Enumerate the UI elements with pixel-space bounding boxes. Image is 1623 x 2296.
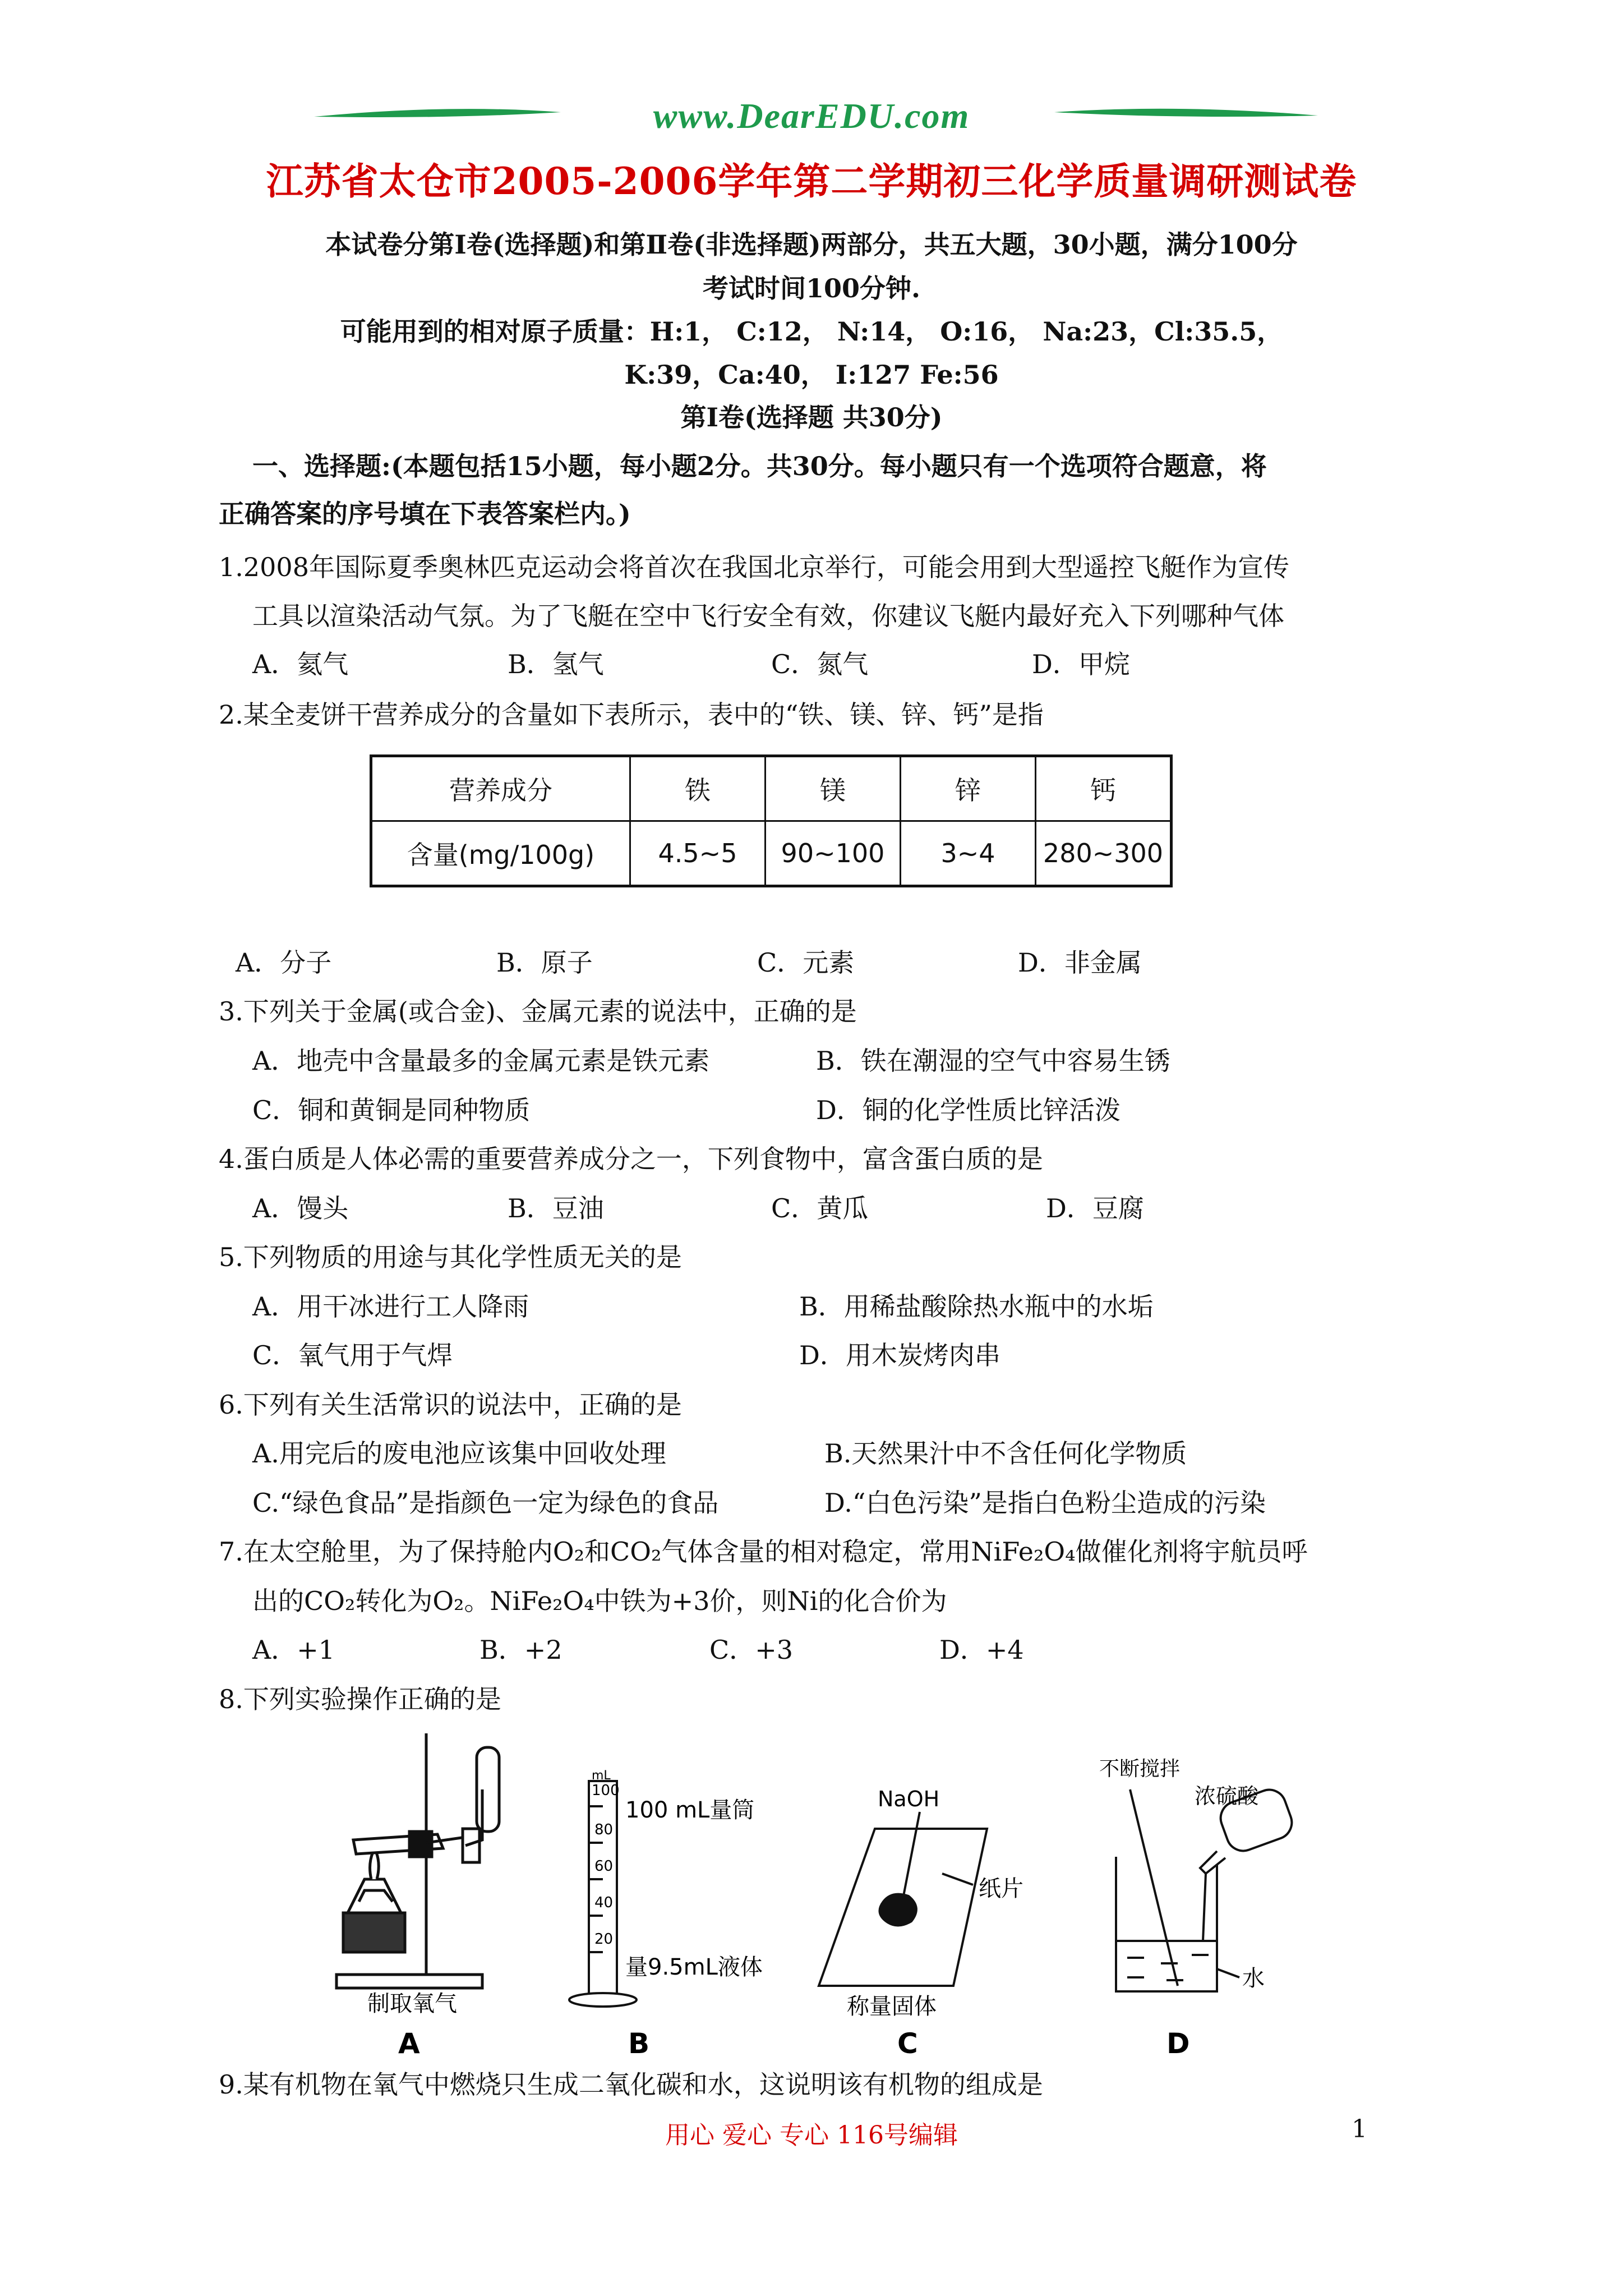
q3-option-c[interactable]: C．铜和黄铜是同种物质 [252, 1095, 531, 1125]
q2-stem: 2.某全麦饼干营养成分的含量如下表所示，表中的“铁、镁、锌、钙”是指 [219, 700, 1044, 730]
table-row [371, 821, 1172, 886]
q4-option-c[interactable]: C．黄瓜 [771, 1193, 869, 1223]
q3-option-d[interactable]: D．铜的化学性质比锌活泼 [816, 1095, 1121, 1125]
q6-option-d[interactable]: D.“白色污染”是指白色粉尘造成的污染 [824, 1488, 1266, 1518]
q7-option-a[interactable]: A．+1 [252, 1635, 335, 1665]
footer-text: 用心 爱心 专心 116号编辑 [665, 2121, 958, 2150]
figure-label-d: D [1166, 2027, 1190, 2060]
exam-intro: 本试卷分第Ⅰ卷(选择题)和第Ⅱ卷(非选择题)两部分，共五大题，30小题，满分100分 [325, 229, 1298, 260]
q4-stem: 4.蛋白质是人体必需的重要营养成分之一，下列食物中，富含蛋白质的是 [219, 1144, 1043, 1174]
q3-option-b[interactable]: B．铁在潮湿的空气中容易生锈 [816, 1046, 1170, 1076]
q5-option-b[interactable]: B．用稀盐酸除热水瓶中的水垢 [799, 1291, 1154, 1322]
cylinder-tick-40: 40 [594, 1894, 614, 1911]
exam-title: 江苏省太仓市2005-2006学年第二学期初三化学质量调研测试卷 [266, 159, 1357, 203]
q3-stem: 3.下列关于金属(或合金)、金属元素的说法中，正确的是 [219, 996, 857, 1027]
cylinder-tick-80: 80 [594, 1821, 614, 1838]
table-header-row [371, 756, 1172, 821]
cylinder-tick-100: 100 [592, 1782, 620, 1799]
figure-d-water-label: 水 [1242, 1966, 1265, 1991]
q6-stem: 6.下列有关生活常识的说法中，正确的是 [219, 1389, 682, 1420]
q5-option-d[interactable]: D．用木炭烤肉串 [799, 1340, 1000, 1370]
instructions-line1: 一、选择题:(本题包括15小题，每小题2分。共30分。每小题只有一个选项符合题意，将 [252, 451, 1267, 481]
table-cell: 280~300 [1036, 821, 1172, 886]
section-title: 第Ⅰ卷(选择题 共30分) [680, 402, 943, 432]
table-header-cell: 镁 [766, 756, 901, 821]
q5-stem: 5.下列物质的用途与其化学性质无关的是 [219, 1242, 682, 1272]
q1-option-c[interactable]: C．氮气 [771, 649, 869, 679]
q1-stem-line2: 工具以渲染活动气氛。为了飞艇在空中飞行安全有效，你建议飞艇内最好充入下列哪种气体 [252, 601, 1284, 631]
figure-d-acid-label: 浓硫酸 [1195, 1784, 1259, 1809]
q8-stem: 8.下列实验操作正确的是 [219, 1684, 501, 1714]
lab-operations-figure [314, 1728, 1424, 2064]
q6-option-a[interactable]: A.用完后的废电池应该集中回收处理 [252, 1438, 666, 1469]
q6-option-c[interactable]: C.“绿色食品”是指颜色一定为绿色的食品 [252, 1488, 719, 1518]
q4-option-b[interactable]: B．豆油 [508, 1193, 604, 1223]
q1-option-d[interactable]: D．甲烷 [1032, 649, 1130, 679]
q2-option-b[interactable]: B．原子 [496, 947, 593, 978]
cylinder-tick-60: 60 [594, 1858, 614, 1875]
atomic-masses-line1: 可能用到的相对原子质量：H:1， C:12， N:14， O:16， Na:23，Cl:35.5， [340, 316, 1283, 347]
table-cell: 3~4 [901, 821, 1036, 886]
q7-option-b[interactable]: B．+2 [479, 1635, 562, 1665]
figure-label-c: C [897, 2027, 918, 2060]
cylinder-unit: mL [592, 1769, 611, 1783]
q4-option-d[interactable]: D．豆腐 [1046, 1193, 1144, 1223]
q1-option-b[interactable]: B．氢气 [508, 649, 604, 679]
instructions-line2: 正确答案的序号填在下表答案栏内。) [219, 499, 631, 529]
q4-option-a[interactable]: A．馒头 [252, 1193, 349, 1223]
q7-stem-line2: 出的CO₂转化为O₂。NiFe₂O₄中铁为+3价，则Ni的化合价为 [252, 1586, 947, 1616]
figure-d-dilution [1116, 1785, 1297, 1991]
q9-stem: 9.某有机物在氧气中燃烧只生成二氧化碳和水，这说明该有机物的组成是 [219, 2069, 1043, 2100]
q7-option-c[interactable]: C．+3 [709, 1635, 794, 1665]
site-logo-text: www.DearEDU.com [653, 96, 970, 136]
nutrition-table [370, 754, 1173, 887]
figure-label-a: A [398, 2027, 420, 2060]
table-header-cell: 锌 [901, 756, 1036, 821]
figure-b-top-label: 100 mL量筒 [625, 1797, 755, 1823]
table-cell: 4.5~5 [630, 821, 766, 886]
q3-option-a[interactable]: A．地壳中含量最多的金属元素是铁元素 [252, 1046, 710, 1076]
figure-c-weighing [819, 1812, 987, 1986]
page-number: 1 [1352, 2115, 1367, 2143]
q1-option-a[interactable]: A．氦气 [252, 649, 349, 679]
figure-b-bottom-label: 量9.5mL液体 [625, 1954, 763, 1980]
table-cell: 90~100 [766, 821, 901, 886]
table-cell: 含量(mg/100g) [371, 821, 630, 886]
figure-d-stir-label: 不断搅拌 [1099, 1757, 1181, 1780]
exam-duration: 考试时间100分钟. [702, 273, 921, 303]
q5-option-a[interactable]: A．用干冰进行工人降雨 [252, 1291, 529, 1322]
q6-option-b[interactable]: B.天然果汁中不含任何化学物质 [824, 1438, 1187, 1469]
q2-option-a[interactable]: A．分子 [236, 947, 332, 978]
figure-c-caption: 称量固体 [847, 1994, 937, 2019]
q7-option-d[interactable]: D．+4 [939, 1635, 1024, 1665]
q2-option-d[interactable]: D．非金属 [1018, 947, 1142, 978]
q2-option-c[interactable]: C．元素 [757, 947, 855, 978]
q5-option-c[interactable]: C．氧气用于气焊 [252, 1340, 453, 1370]
figure-c-naoh-label: NaOH [878, 1787, 940, 1811]
table-header-cell: 钙 [1036, 756, 1172, 821]
q7-stem-line1: 7.在太空舱里，为了保持舱内O₂和CO₂气体含量的相对稳定，常用NiFe₂O₄做催化剂将宇航员呼 [219, 1536, 1308, 1567]
figure-a-oxygen-setup [336, 1733, 499, 1988]
figure-c-paper-label: 纸片 [979, 1876, 1023, 1902]
table-header-cell: 营养成分 [371, 756, 630, 821]
figure-label-b: B [628, 2027, 650, 2060]
q1-stem-line1: 1.2008年国际夏季奥林匹克运动会将首次在我国北京举行，可能会用到大型遥控飞艇作为宣传 [219, 552, 1289, 582]
table-header-cell: 铁 [630, 756, 766, 821]
figure-a-caption: 制取氧气 [367, 1991, 457, 2017]
cylinder-tick-20: 20 [594, 1931, 614, 1948]
atomic-masses-line2: K:39，Ca:40， I:127 Fe:56 [624, 360, 999, 390]
